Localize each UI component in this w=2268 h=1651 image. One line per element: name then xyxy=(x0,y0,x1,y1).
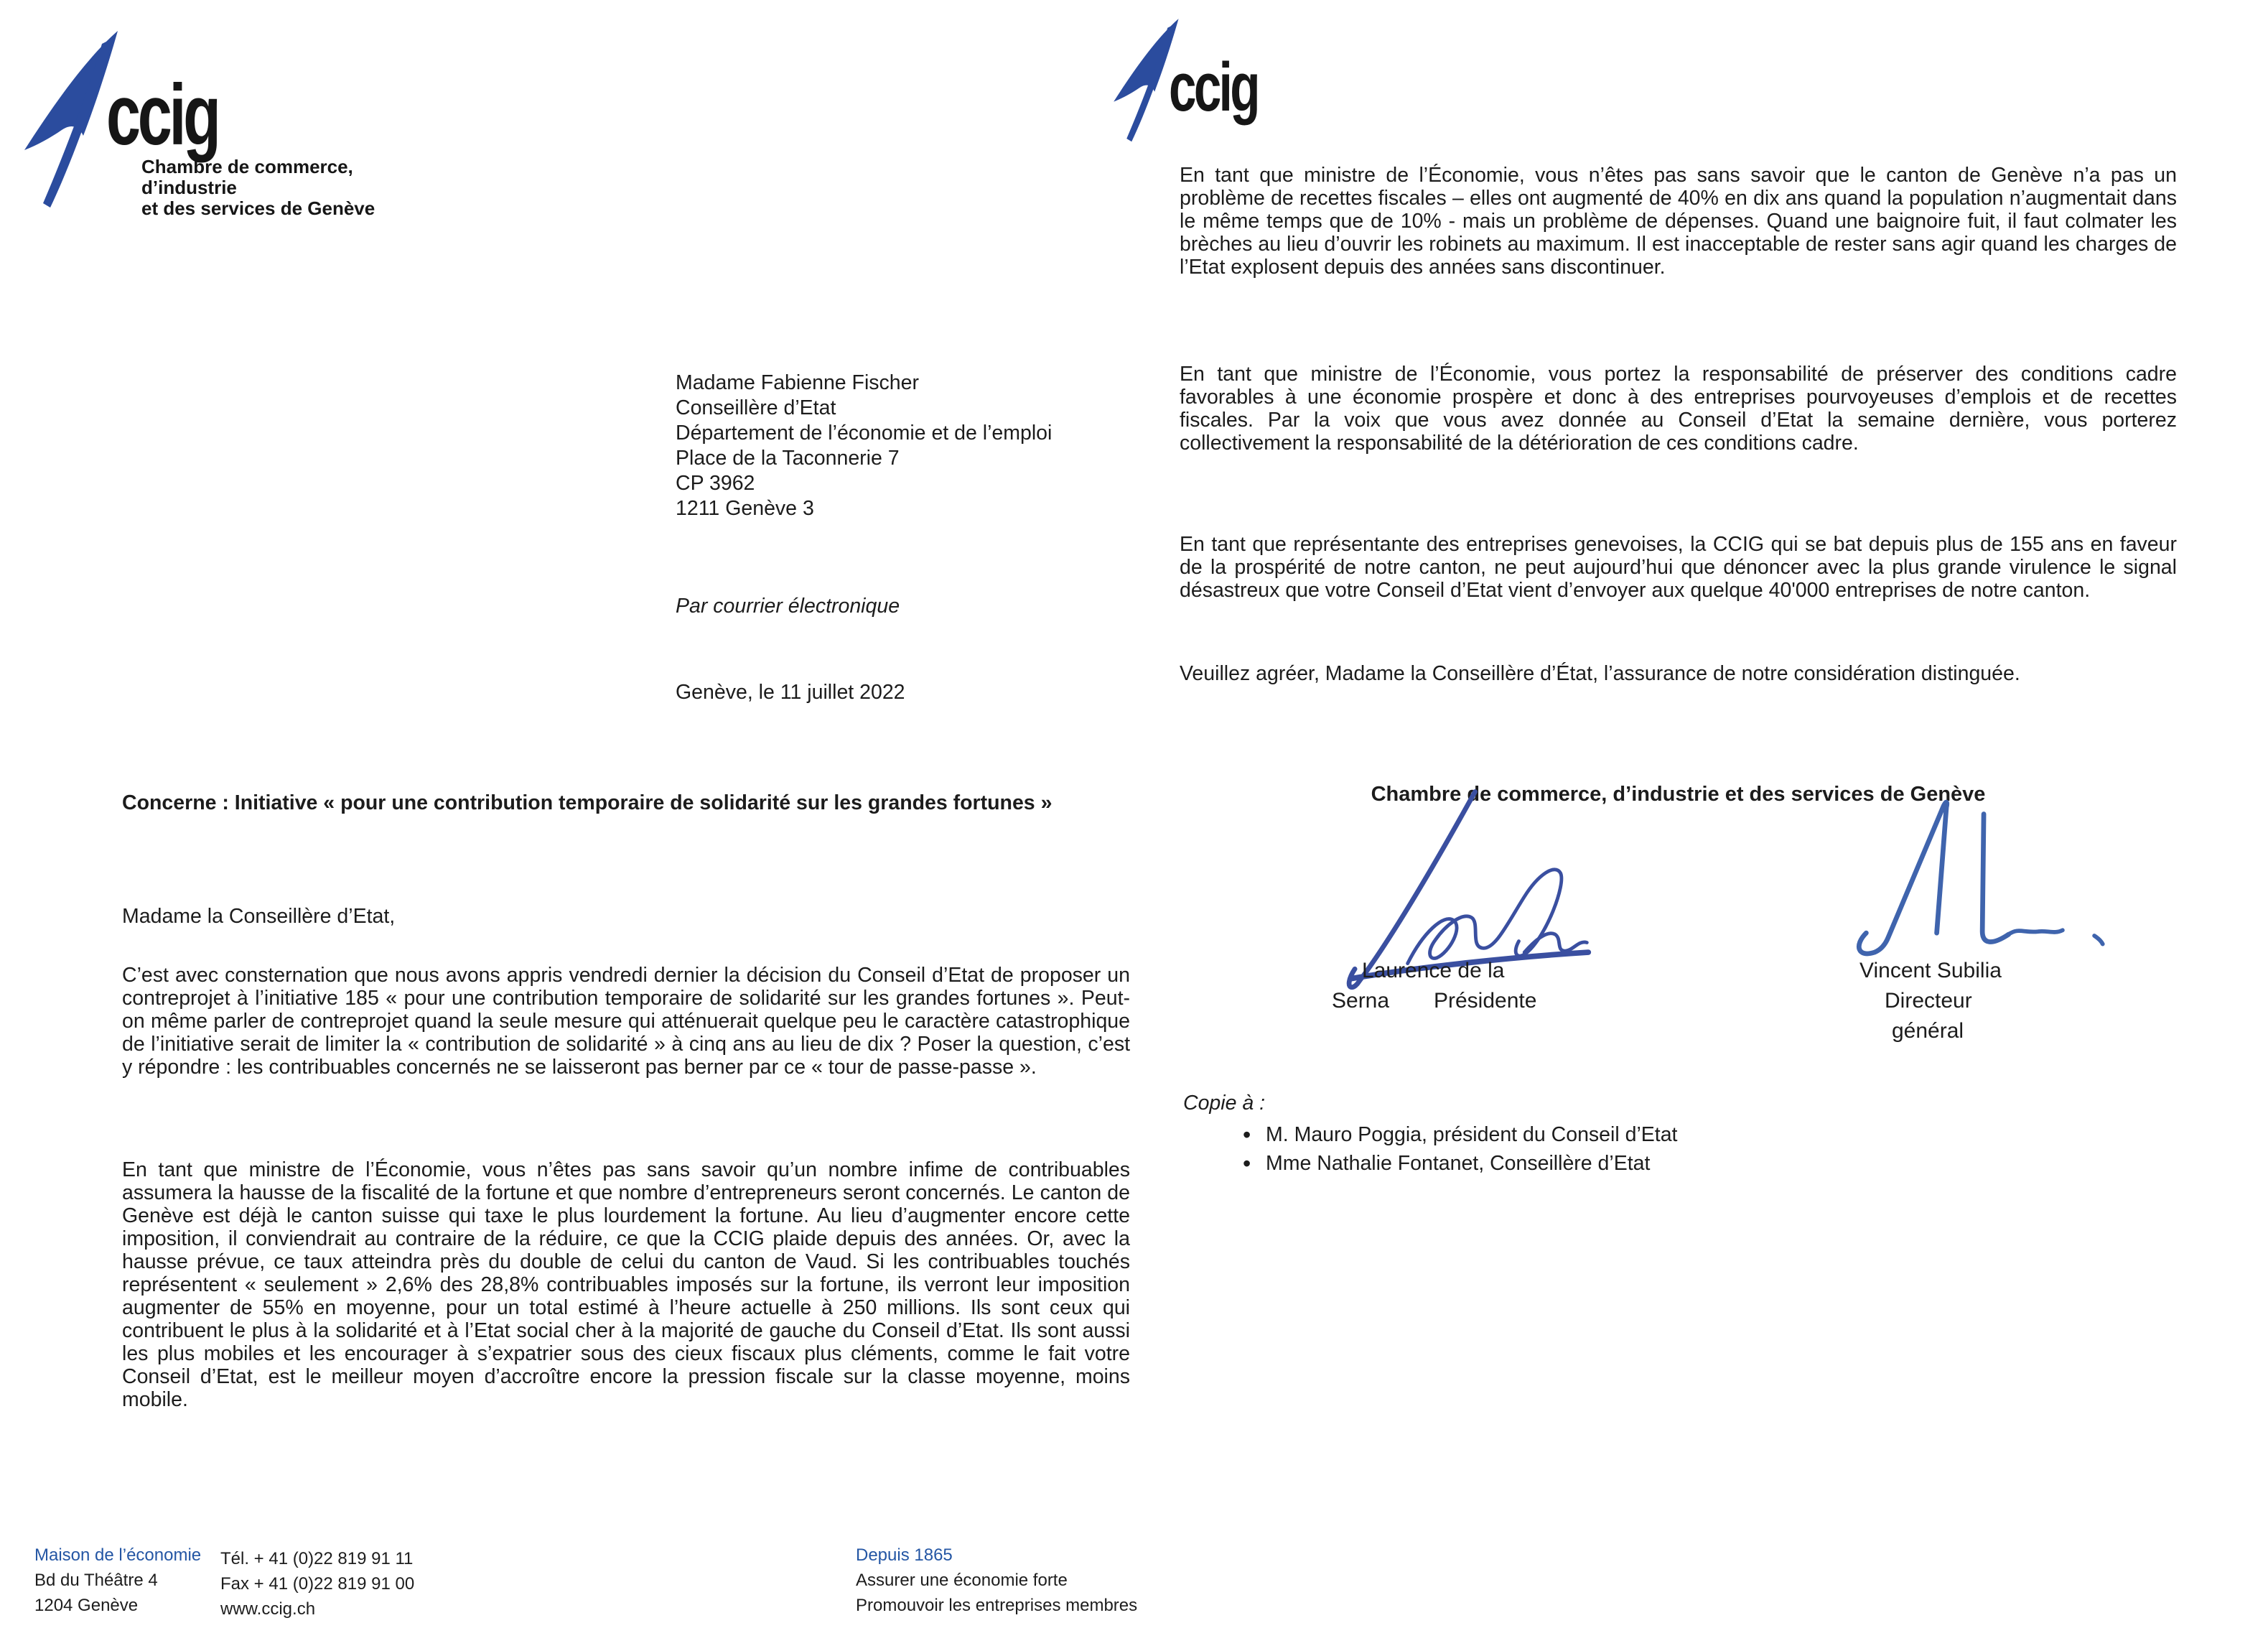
signer-right-name: Vincent Subilia xyxy=(1859,959,2002,982)
footer-city: 1204 Genève xyxy=(34,1596,139,1615)
recipient-block xyxy=(676,371,1178,521)
footer-street: Bd du Théâtre 4 xyxy=(34,1571,158,1590)
footer-website: www.ccig.ch xyxy=(220,1599,316,1619)
footer-slogan-line2: Promouvoir les entreprises membres xyxy=(856,1596,1138,1615)
brand-wordmark: ccig xyxy=(106,67,218,163)
page1-paragraph-2: En tant que ministre de l’Économie, vous n’êtes pas sans savoir qu’un nombre infime de contribuables assumera la hausse de la fiscalité de la fortune et que nombre d’entrepreneurs seront concernés. Le canton de Genève est déjà le canton suisse qui taxe le plus lourdement la fortune. Au lieu d’augmenter encore cette imposition, il conviendrait au contraire de la réduire, ce que la CCIG plaide depuis des années. Or, avec la hausse prévue, ce taux atteindra près du double de celui du canton de Vaud. Si les contribuables touchés représentent « seulement » 2,6% des 28,8% contribuables imposés sur la fortune, ils verront leur imposition augmenter de 55% en moyenne, pour un total estimé à l’heure actuelle à 250 millions. Ils sont ceux qui contribuent le plus à la solidarité et à l’Etat social cher à la majorité de gauche du Conseil d’Etat. Ils sont aussi les plus mobiles et les encourager à s’expatrier sous des cieux fiscaux plus cléments, comme le fait votre Conseil d’Etat, est le meilleur moyen d’accroître encore la pression fiscale sur la classe moyenne, moins mobile. xyxy=(122,1158,1130,1411)
page2-paragraph-2: En tant que ministre de l’Économie, vous portez la responsabilité de préserver des conditions cadre favorables à une économie prospère et donc à des entreprises pourvoyeuses d’emplois et de recettes fiscales. Par la voix que vous avez donnée au Conseil d’Etat la semaine dernière, vous porterez collectivement la responsabilité de la détérioration de ces conditions cadre. xyxy=(1180,363,2177,455)
recipient-line: Département de l’économie et de l’emploi xyxy=(676,422,1053,445)
closing-paragraph: Veuillez agréer, Madame la Conseillère d’État, l’assurance de notre considération distinguée. xyxy=(1180,662,2020,685)
recipient-line: CP 3962 xyxy=(676,472,755,495)
page1-paragraph-1: C’est avec consternation que nous avons appris vendredi dernier la décision du Conseil d’Etat de proposer un contreprojet à l’initiative 185 « pour une contribution temporaire de solidarité sur les grandes fortunes ». Peut-on même parler de contreprojet quand la seule mesure qui atténuerait quelque peu le caractère catastrophique de l’initiative serait de limiter la « contribution de solidarité » à cinq ans au lieu de dix ? Poser la question, c’est y répondre : les contribuables concernés ne se laisseront pas berner par ce « tour de passe-passe ». xyxy=(122,964,1130,1079)
brand-tagline-line1: Chambre de commerce, d’industrie xyxy=(141,156,353,198)
footer-fax: Fax + 41 (0)22 819 91 00 xyxy=(220,1574,415,1594)
salutation: Madame la Conseillère d’Etat, xyxy=(122,905,396,928)
footer-building-name: Maison de l’économie xyxy=(34,1545,202,1565)
subject-line: Concerne : Initiative « pour une contribution temporaire de solidarité sur les grandes fortunes » xyxy=(122,791,1053,814)
copy-label: Copie à : xyxy=(1183,1092,1266,1115)
recipient-line: Madame Fabienne Fischer xyxy=(676,371,919,394)
footer-slogan-line1: Assurer une économie forte xyxy=(856,1571,1068,1590)
footer-slogan-block xyxy=(856,1543,1157,1618)
signer-left-name-line1: Laurence de la xyxy=(1362,959,1505,982)
signer-left-name-line2: Serna xyxy=(1332,989,1390,1013)
delivery-method-note: Par courrier électronique xyxy=(676,595,900,618)
ccig-logo-page2 xyxy=(1111,16,1341,152)
recipient-line: Conseillère d’Etat xyxy=(676,396,836,419)
page2-paragraph-3: En tant que représentante des entreprises genevoises, la CCIG qui se bat depuis plus de 155 ans en faveur de la prospérité de notre canton, ne peut aujourd’hui que dénoncer avec la plus grande virulence le signal désastreux que votre Conseil d’Etat vient d’envoyer aux quelque 40'000 entreprises de notre canton. xyxy=(1180,533,2177,602)
footer-address-block xyxy=(34,1543,214,1618)
footer-phone: Tél. + 41 (0)22 819 91 11 xyxy=(220,1549,414,1568)
copy-item: • Mme Nathalie Fontanet, Conseillère d’Etat xyxy=(1223,1149,1869,1178)
footer-since-year: Depuis 1865 xyxy=(856,1545,953,1565)
organisation-name-line: Chambre de commerce, d’industrie et des services de Genève xyxy=(1371,783,1986,806)
page2-paragraph-1: En tant que ministre de l’Économie, vous n’êtes pas sans savoir que le canton de Genève n’a pas un problème de recettes fiscales – elles ont augmenté de 40% en dix ans quand la population n’augmentait dans le même temps que de 10% - mais un problème de dépenses. Quand une baignoire fuit, il faut colmater les brèches au lieu d’ouvrir les robinets au maximum. Il est inacceptable de rester sans agir quand les charges de l’Etat explosent depuis des années sans discontinuer. xyxy=(1180,164,2177,279)
ccig-logo-page1 xyxy=(22,22,424,219)
footer-contact-block xyxy=(220,1546,465,1622)
signer-right-title-line2: général xyxy=(1892,1019,1964,1043)
vincent-signature-image xyxy=(1834,786,2136,973)
recipient-line: 1211 Genève 3 xyxy=(676,497,814,520)
copy-item: • M. Mauro Poggia, président du Conseil d’Etat xyxy=(1223,1120,1869,1149)
brand-tagline-line2: et des services de Genève xyxy=(141,197,375,219)
date-line: Genève, le 11 juillet 2022 xyxy=(676,681,905,704)
recipient-line: Place de la Taconnerie 7 xyxy=(676,447,900,470)
signer-right-title-line1: Directeur xyxy=(1885,989,1972,1013)
brand-wordmark: ccig xyxy=(1169,49,1258,126)
signer-left-title: Présidente xyxy=(1434,989,1537,1013)
copy-list xyxy=(1223,1120,1869,1178)
